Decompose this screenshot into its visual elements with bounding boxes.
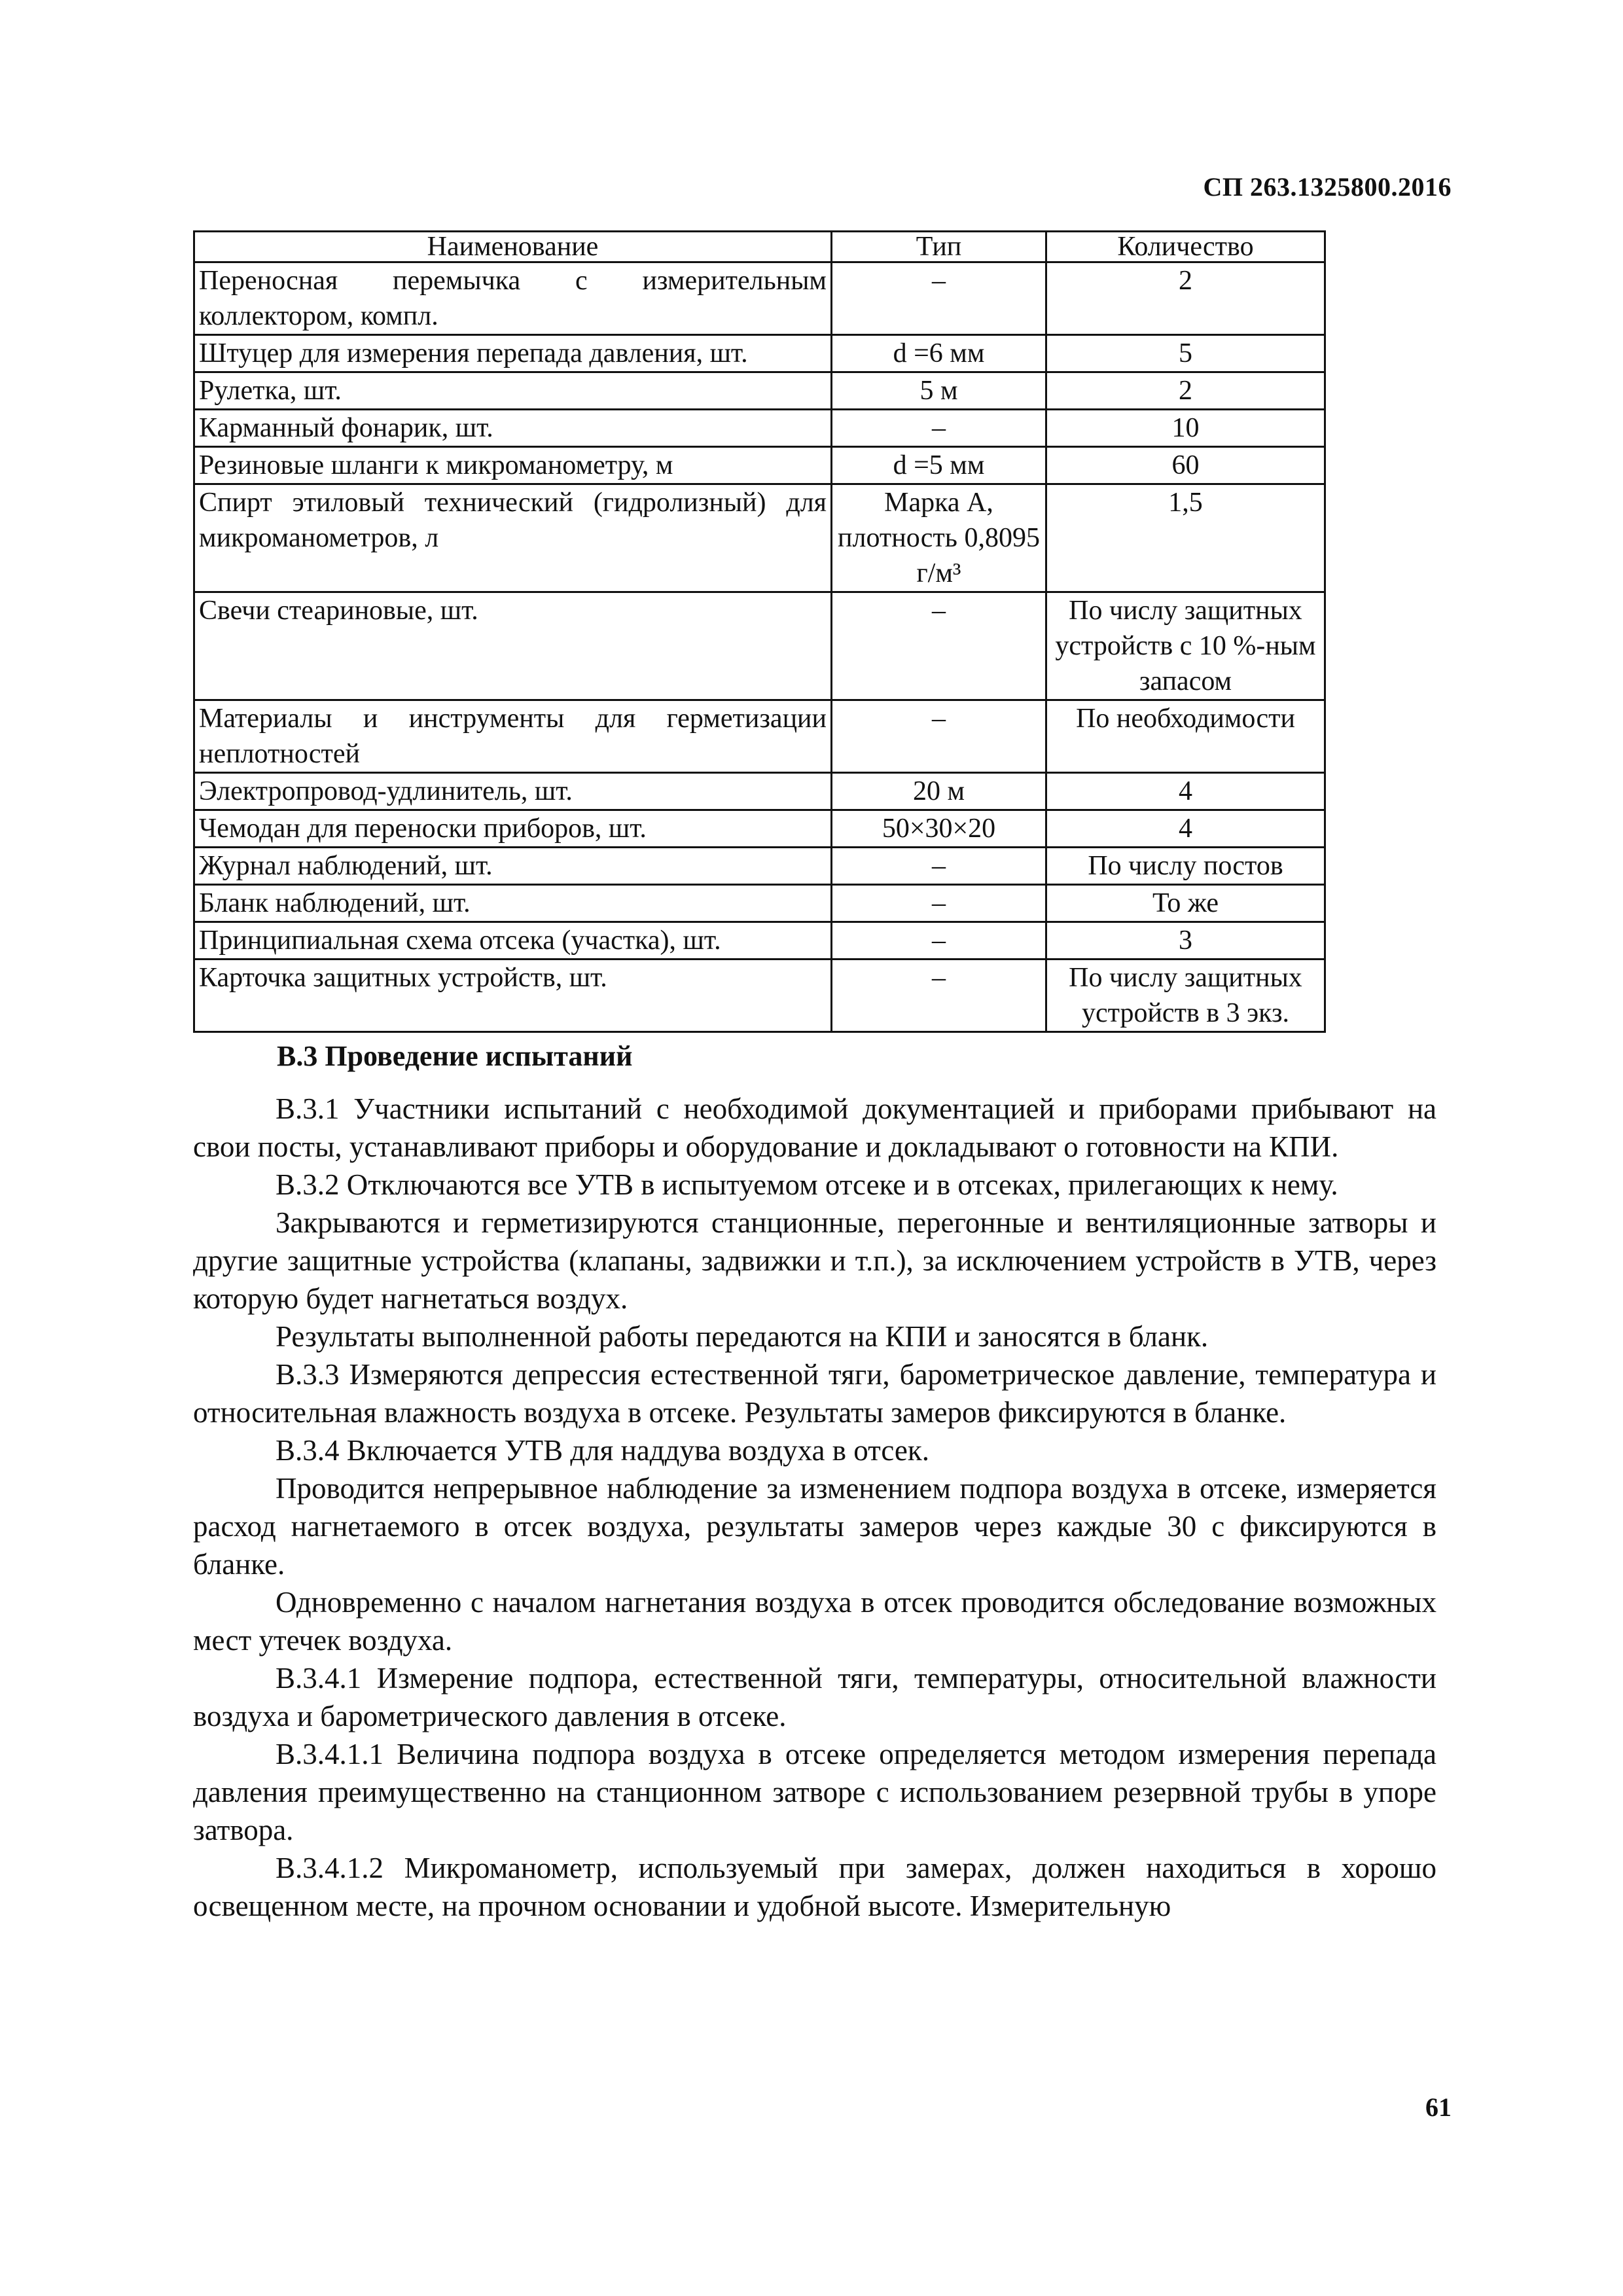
cell-type: – [832,960,1046,1032]
cell-name: Журнал наблюдений, шт. [194,848,832,885]
cell-quantity: 2 [1046,372,1325,410]
table-row [194,372,1325,410]
cell-name: Принципиальная схема отсека (участка), шт. [194,922,832,960]
cell-type: – [832,922,1046,960]
paragraph: В.3.4.1.2 Микроманометр, используемый при замерах, должен находиться в хорошо освещенном месте, на прочном основании и удобной высоте. Измерительную [193,1852,1436,1922]
table-row [194,922,1325,960]
cell-quantity: 10 [1046,410,1325,447]
table-row [194,885,1325,922]
cell-quantity: То же [1046,885,1325,922]
cell-name: Бланк наблюдений, шт. [194,885,832,922]
table-row [194,410,1325,447]
cell-quantity: По числу постов [1046,848,1325,885]
paragraph: В.3.4 Включается УТВ для наддува воздуха в отсек. [276,1434,930,1467]
cell-type: – [832,410,1046,447]
cell-name: Карманный фонарик, шт. [194,410,832,447]
cell-type: 20 м [832,773,1046,810]
cell-type: d =5 мм [832,447,1046,484]
column-header-type: Тип [832,232,1046,262]
cell-name: Свечи стеариновые, шт. [194,592,832,700]
column-header-quantity: Количество [1046,232,1325,262]
column-header-name: Наименование [194,232,832,262]
table-row [194,447,1325,484]
document-code-header: СП 263.1325800.2016 [1203,172,1452,202]
table-row [194,262,1325,335]
table-row [194,848,1325,885]
cell-type: – [832,592,1046,700]
cell-quantity: 5 [1046,335,1325,372]
cell-quantity: 1,5 [1046,484,1325,592]
paragraph: Одновременно с началом нагнетания воздуха в отсек проводится обследование возможных мест утечек воздуха. [193,1586,1436,1657]
cell-name: Резиновые шланги к микроманометру, м [194,447,832,484]
table-header-row [194,232,1325,262]
cell-quantity: 4 [1046,773,1325,810]
cell-name: Карточка защитных устройств, шт. [194,960,832,1032]
paragraph: Закрываются и герметизируются станционные, перегонные и вентиляционные затворы и другие защитные устройства (клапаны, задвижки и т.п.), за исключением устройств в УТВ, через которую будет нагнетаться воздух. [193,1206,1436,1315]
cell-type: – [832,885,1046,922]
cell-quantity: 4 [1046,810,1325,848]
cell-name: Спирт этиловый технический (гидролизный) для микроманометров, л [194,484,832,592]
table-row [194,810,1325,848]
paragraph: В.3.3 Измеряются депрессия естественной тяги, барометрическое давление, температура и относительная влажность воздуха в отсеке. Результаты замеров фиксируются в бланке. [193,1358,1436,1429]
cell-type: – [832,700,1046,773]
table-row [194,484,1325,592]
table-row [194,335,1325,372]
cell-type: – [832,848,1046,885]
cell-type: – [832,262,1046,335]
table-row [194,592,1325,700]
paragraph: В.3.2 Отключаются все УТВ в испытуемом отсеке и в отсеках, прилегающих к нему. [276,1168,1338,1201]
paragraph: Результаты выполненной работы передаются на КПИ и заносятся в бланк. [276,1320,1209,1353]
cell-type: 5 м [832,372,1046,410]
cell-quantity: По необходимости [1046,700,1325,773]
cell-type: 50×30×20 [832,810,1046,848]
cell-quantity: 3 [1046,922,1325,960]
cell-name: Штуцер для измерения перепада давления, шт. [194,335,832,372]
cell-name: Переносная перемычка с измерительным коллектором, компл. [194,262,832,335]
cell-quantity: По числу защитных устройств в 3 экз. [1046,960,1325,1032]
cell-name: Электропровод-удлинитель, шт. [194,773,832,810]
paragraph: В.3.1 Участники испытаний с необходимой документацией и приборами прибывают на свои посты, устанавливают приборы и оборудование и докладывают о готовности на КПИ. [193,1092,1436,1163]
section-heading: В.3 Проведение испытаний [277,1040,633,1072]
paragraph: В.3.4.1.1 Величина подпора воздуха в отсеке определяется методом измерения перепада давления преимущественно на станционном затворе с использованием резервной трубы в упоре затвора. [193,1738,1436,1846]
cell-quantity: 2 [1046,262,1325,335]
section-body [193,1090,1436,1925]
table-row [194,700,1325,773]
cell-name: Рулетка, шт. [194,372,832,410]
cell-type: d =6 мм [832,335,1046,372]
cell-name: Материалы и инструменты для герметизации неплотностей [194,700,832,773]
table-row [194,773,1325,810]
table-row [194,960,1325,1032]
cell-name: Чемодан для переноски приборов, шт. [194,810,832,848]
cell-quantity: 60 [1046,447,1325,484]
page-number: 61 [1425,2092,1452,2122]
equipment-table [193,230,1326,1033]
paragraph: В.3.4.1 Измерение подпора, естественной тяги, температуры, относительной влажности воздуха и барометрического давления в отсеке. [193,1662,1436,1732]
cell-quantity: По числу защитных устройств с 10 %-ным запасом [1046,592,1325,700]
cell-type: Марка А, плотность 0,8095 г/м³ [832,484,1046,592]
paragraph: Проводится непрерывное наблюдение за изменением подпора воздуха в отсеке, измеряется расход нагнетаемого в отсек воздуха, результаты замеров через каждые 30 с фиксируются в бланке. [193,1472,1436,1581]
